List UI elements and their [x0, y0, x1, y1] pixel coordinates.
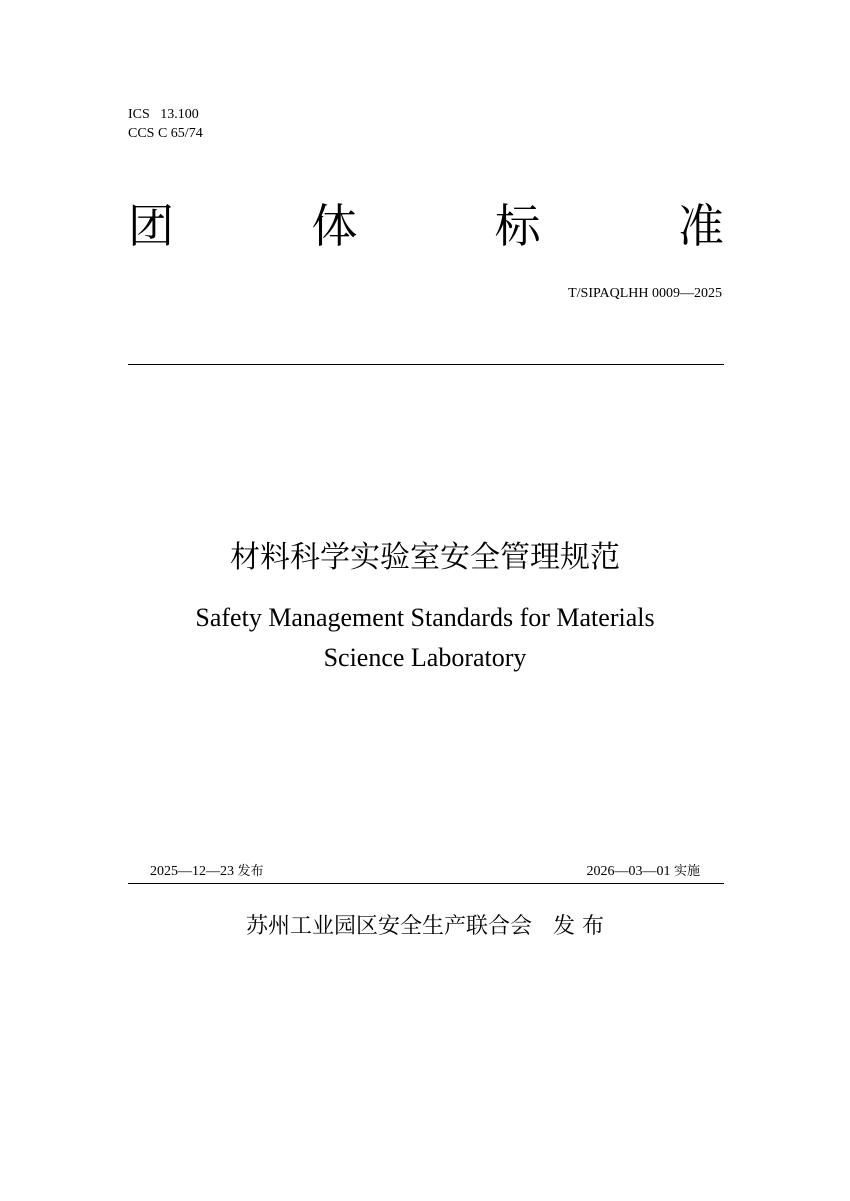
heading-char-1: 团 — [128, 199, 174, 253]
top-divider — [128, 364, 724, 365]
heading-char-2: 体 — [311, 199, 358, 253]
implement-label: 实施 — [673, 864, 700, 879]
ics-code: ICS 13.100 — [128, 107, 199, 122]
english-title — [0, 598, 850, 678]
publisher-name: 苏州工业园区安全生产联合会 — [246, 914, 533, 939]
ccs-code: CCS C 65/74 — [128, 126, 203, 141]
publisher-action: 发 布 — [553, 914, 604, 939]
dates-row — [128, 862, 724, 882]
english-title-line-1: Safety Management Standards for Materials — [195, 603, 655, 632]
implement-date: 2026—03—01 — [586, 864, 671, 879]
implement-date-group — [586, 862, 700, 882]
bottom-divider — [128, 883, 724, 884]
publish-label: 发布 — [237, 864, 264, 879]
document-type-heading — [128, 196, 724, 256]
english-title-line-2: Science Laboratory — [323, 643, 527, 672]
standard-number: T/SIPAQLHH 0009—2025 — [568, 286, 722, 301]
publish-date: 2025—12—23 — [150, 864, 234, 879]
publisher-line — [0, 910, 850, 944]
publish-date-group — [150, 862, 264, 882]
heading-char-4: 准 — [677, 199, 724, 253]
classification-codes — [128, 105, 203, 143]
heading-char-3: 标 — [494, 199, 541, 253]
chinese-title: 材料科学实验室安全管理规范 — [230, 540, 620, 575]
